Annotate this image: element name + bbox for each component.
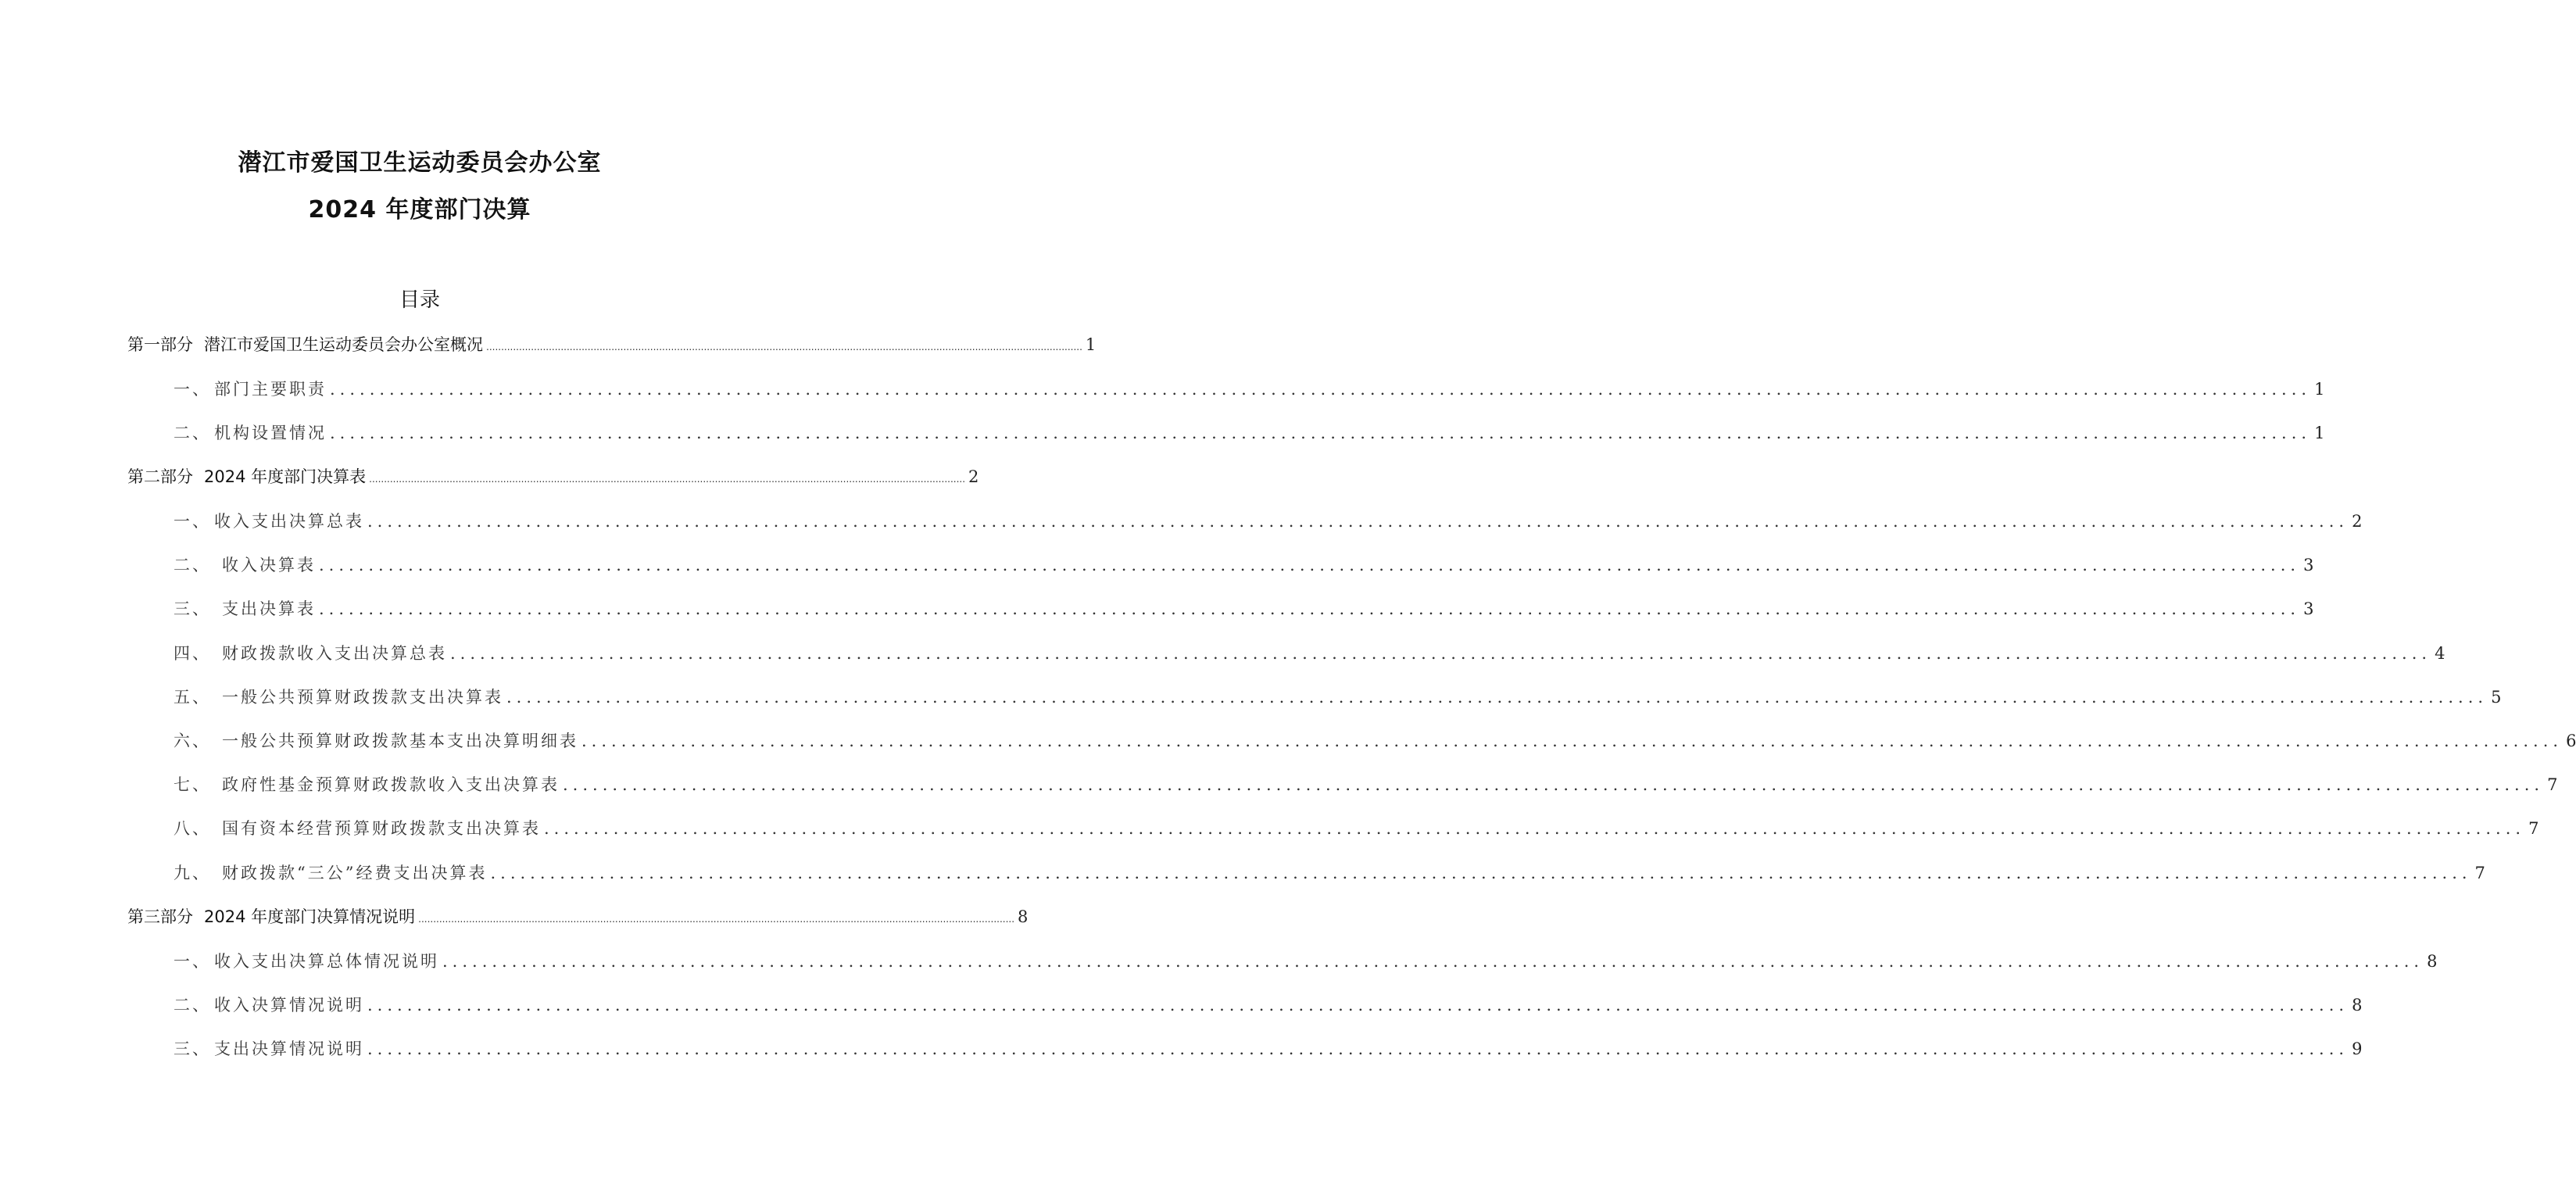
toc-entry-text: 支出决算情况说明 bbox=[214, 1040, 364, 1058]
toc-entry-text: 潜江市爱国卫生运动委员会办公室概况 bbox=[204, 335, 483, 354]
toc-entry-number: 二、 bbox=[174, 556, 211, 574]
toc-leader-dots: ........................................................................................................................................................................................................ bbox=[490, 864, 2472, 882]
toc-entry-text: 财政拨款收入支出决算总表 bbox=[222, 644, 447, 663]
toc-leader-dots: ........................................................................................................................................................................................................ bbox=[442, 952, 2424, 971]
toc-leader-dots: ........................................................................................................................................................................................................ bbox=[367, 996, 2349, 1014]
toc-entry-part-2[interactable] bbox=[127, 461, 979, 492]
toc-entry[interactable] bbox=[174, 593, 2314, 624]
toc-entry-text: 国有资本经营预算财政拨款支出决算表 bbox=[222, 819, 541, 838]
toc-entry-text: 财政拨款“三公”经费支出决算表 bbox=[222, 864, 488, 882]
toc-entry-text: 政府性基金预算财政拨款收入支出决算表 bbox=[222, 775, 560, 794]
toc-leader-dots: ........................................................................................................................................................................................................ bbox=[563, 775, 2545, 794]
toc-leader-dots: ........................................................................................................................................................................................................ bbox=[486, 342, 1082, 352]
toc-entry-number: 三、 bbox=[174, 599, 211, 618]
toc-leader-dots: ........................................................................................................................................................................................................ bbox=[369, 474, 966, 485]
toc-page-number: 5 bbox=[2491, 688, 2502, 707]
toc-page-number: 7 bbox=[2528, 819, 2539, 838]
toc-page-number: 8 bbox=[2427, 952, 2438, 971]
toc-entry-number: 二、 bbox=[174, 424, 211, 442]
toc-entry[interactable] bbox=[174, 682, 2502, 713]
toc-page-number: 2 bbox=[2352, 512, 2363, 531]
toc-page-number: 1 bbox=[1085, 335, 1097, 354]
toc-entry-text: 一般公共预算财政拨款基本支出决算明细表 bbox=[222, 732, 578, 750]
toc-page-number: 1 bbox=[2314, 380, 2325, 399]
toc-entry-part-1[interactable] bbox=[127, 329, 1097, 360]
toc-leader-dots: ........................................................................................................................................................................................................ bbox=[319, 599, 2301, 618]
toc-page-number: 2 bbox=[968, 467, 979, 486]
toc-entry[interactable] bbox=[174, 769, 2558, 800]
toc-leader-dots: ........................................................................................................................................................................................................ bbox=[506, 688, 2488, 707]
toc-entry[interactable] bbox=[174, 506, 2363, 537]
title-line-1: 潜江市爱国卫生运动委员会办公室 bbox=[238, 149, 602, 177]
toc-entry-text: 部门主要职责 bbox=[214, 380, 327, 399]
toc-page-number: 1 bbox=[2314, 424, 2325, 442]
toc-entry-number: 九、 bbox=[174, 864, 211, 882]
document-title bbox=[0, 148, 839, 225]
toc-leader-dots: ........................................................................................................................................................................................................ bbox=[450, 644, 2432, 663]
toc-entry-number: 二、 bbox=[174, 996, 211, 1014]
toc-leader-dots: ........................................................................................................................................................................................................ bbox=[544, 819, 2526, 838]
toc-page-number: 7 bbox=[2547, 775, 2558, 794]
toc-entry[interactable] bbox=[174, 417, 2325, 449]
toc-entry-text: 2024 年度部门决算表 bbox=[204, 467, 367, 486]
toc-entry[interactable] bbox=[174, 725, 2576, 757]
toc-page-number: 3 bbox=[2303, 556, 2314, 574]
toc-leader-dots: ........................................................................................................................................................................................................ bbox=[367, 512, 2349, 531]
toc-entry-number: 四、 bbox=[174, 644, 211, 663]
toc-entry-text: 收入支出决算总表 bbox=[214, 512, 364, 531]
toc-entry-number: 一、 bbox=[174, 952, 211, 971]
toc-entry-number: 第一部分 bbox=[127, 335, 193, 354]
toc-heading: 目录 bbox=[399, 288, 440, 312]
toc-page-number: 8 bbox=[1018, 907, 1029, 926]
toc-entry-text: 支出决算表 bbox=[222, 599, 316, 618]
toc-entry-number: 一、 bbox=[174, 380, 211, 399]
toc-entry-number: 六、 bbox=[174, 732, 211, 750]
toc-entry-number: 八、 bbox=[174, 819, 211, 838]
toc-page-number: 3 bbox=[2303, 599, 2314, 618]
toc-entry[interactable] bbox=[174, 989, 2363, 1021]
toc-entry-number: 第二部分 bbox=[127, 467, 193, 486]
title-line-2: 2024 年度部门决算 bbox=[308, 196, 531, 224]
toc-entry[interactable] bbox=[174, 374, 2325, 405]
toc-entry-number: 七、 bbox=[174, 775, 211, 794]
toc-page-number: 4 bbox=[2435, 644, 2445, 663]
toc-entry[interactable] bbox=[174, 946, 2438, 977]
toc-leader-dots: ........................................................................................................................................................................................................ bbox=[367, 1040, 2349, 1058]
toc-entry[interactable] bbox=[174, 813, 2539, 844]
toc-entry-text: 收入支出决算总体情况说明 bbox=[214, 952, 439, 971]
toc-leader-dots: ........................................................................................................................................................................................................ bbox=[581, 732, 2563, 750]
toc-entry-text: 收入决算情况说明 bbox=[214, 996, 364, 1014]
toc-entry-text: 收入决算表 bbox=[222, 556, 316, 574]
toc-leader-dots: ........................................................................................................................................................................................................ bbox=[319, 556, 2301, 574]
toc-page-number: 7 bbox=[2474, 864, 2485, 882]
toc-entry[interactable] bbox=[174, 638, 2445, 669]
toc-entry-text: 2024 年度部门决算情况说明 bbox=[204, 907, 416, 926]
toc-leader-dots: ........................................................................................................................................................................................................ bbox=[330, 380, 2312, 399]
toc-leader-dots: ........................................................................................................................................................................................................ bbox=[330, 424, 2312, 442]
toc-page-number: 9 bbox=[2352, 1040, 2363, 1058]
toc-leader-dots: ........................................................................................................................................................................................................ bbox=[418, 914, 1015, 925]
toc-entry-number: 一、 bbox=[174, 512, 211, 531]
toc-entry-number: 三、 bbox=[174, 1040, 211, 1058]
toc-entry-number: 第三部分 bbox=[127, 907, 193, 926]
toc-page-number: 6 bbox=[2566, 732, 2576, 750]
toc-entry-number: 五、 bbox=[174, 688, 211, 707]
toc-page-number: 8 bbox=[2352, 996, 2363, 1014]
toc-entry-text: 机构设置情况 bbox=[214, 424, 327, 442]
toc-entry-text: 一般公共预算财政拨款支出决算表 bbox=[222, 688, 503, 707]
toc-entry[interactable] bbox=[174, 1033, 2363, 1065]
toc-entry-part-3[interactable] bbox=[127, 901, 1029, 932]
toc-entry[interactable] bbox=[174, 549, 2314, 581]
toc-entry[interactable] bbox=[174, 857, 2485, 889]
